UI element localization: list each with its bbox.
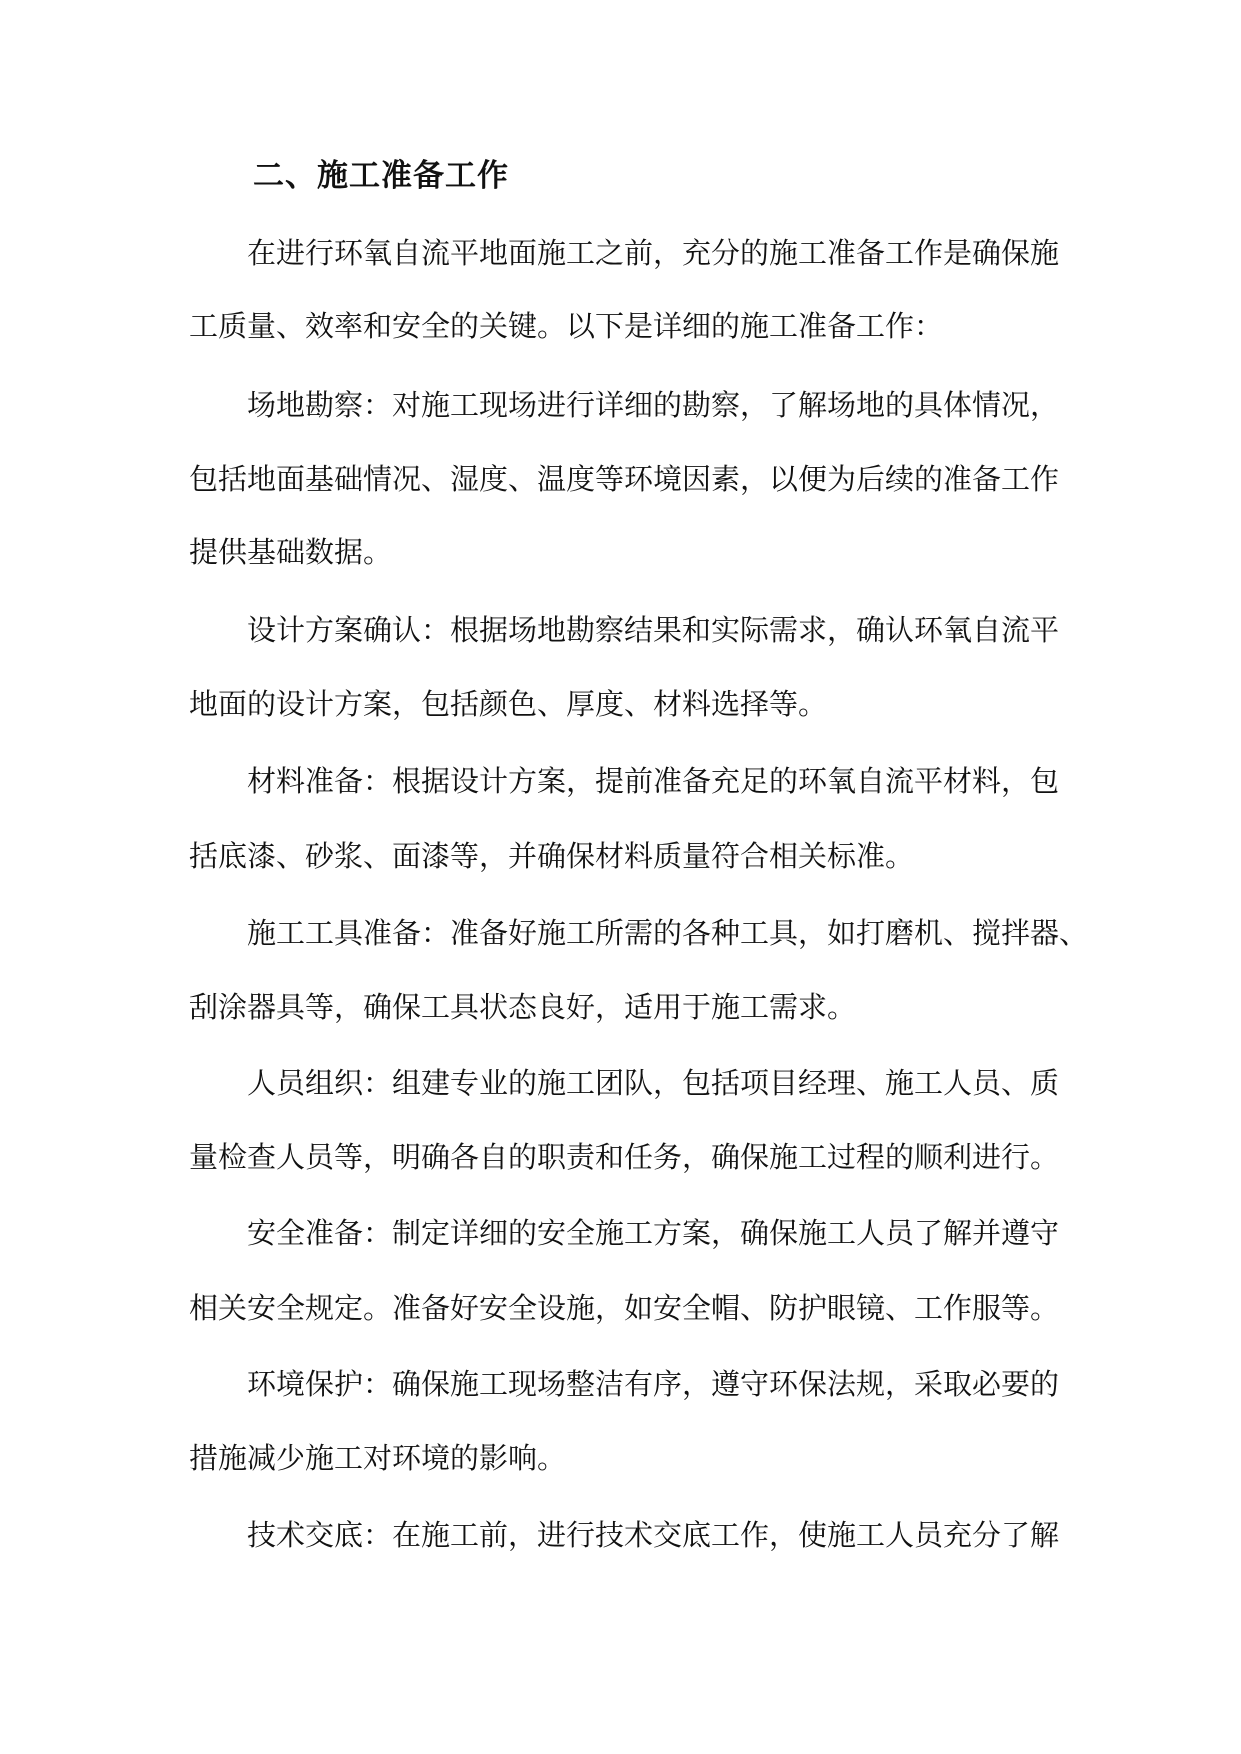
paragraph-line: 场地勘察：对施工现场进行详细的勘察，了解场地的具体情况， [247,388,1060,422]
paragraph-line: 人员组织：组建专业的施工团队，包括项目经理、施工人员、质 [247,1066,1060,1100]
paragraph-line: 安全准备：制定详细的安全施工方案，确保施工人员了解并遵守 [247,1216,1060,1250]
paragraph-line: 在进行环氧自流平地面施工之前，充分的施工准备工作是确保施 [247,236,1060,270]
paragraph-line: 地面的设计方案，包括颜色、厚度、材料选择等。 [189,687,828,721]
paragraph-line: 设计方案确认：根据场地勘察结果和实际需求，确认环氧自流平 [247,613,1060,647]
paragraph-line: 包括地面基础情况、湿度、温度等环境因素，以便为后续的准备工作 [189,462,1060,496]
paragraph-line: 环境保护：确保施工现场整洁有序，遵守环保法规，采取必要的 [247,1367,1060,1401]
paragraph-line: 施工工具准备：准备好施工所需的各种工具，如打磨机、搅拌器、 [247,916,1089,950]
paragraph-line: 相关安全规定。准备好安全设施，如安全帽、防护眼镜、工作服等。 [189,1291,1060,1325]
paragraph-line: 工质量、效率和安全的关键。以下是详细的施工准备工作： [189,309,944,343]
paragraph-line: 刮涂器具等，确保工具状态良好，适用于施工需求。 [189,990,857,1024]
section-heading: 二、施工准备工作 [253,158,509,194]
paragraph-line: 措施减少施工对环境的影响。 [189,1441,567,1475]
paragraph-line: 技术交底：在施工前，进行技术交底工作，使施工人员充分了解 [247,1518,1060,1552]
paragraph-line: 括底漆、砂浆、面漆等，并确保材料质量符合相关标准。 [189,839,915,873]
paragraph-line: 提供基础数据。 [189,535,393,569]
paragraph-line: 材料准备：根据设计方案，提前准备充足的环氧自流平材料，包 [247,764,1060,798]
paragraph-line: 量检查人员等，明确各自的职责和任务，确保施工过程的顺利进行。 [189,1140,1060,1174]
